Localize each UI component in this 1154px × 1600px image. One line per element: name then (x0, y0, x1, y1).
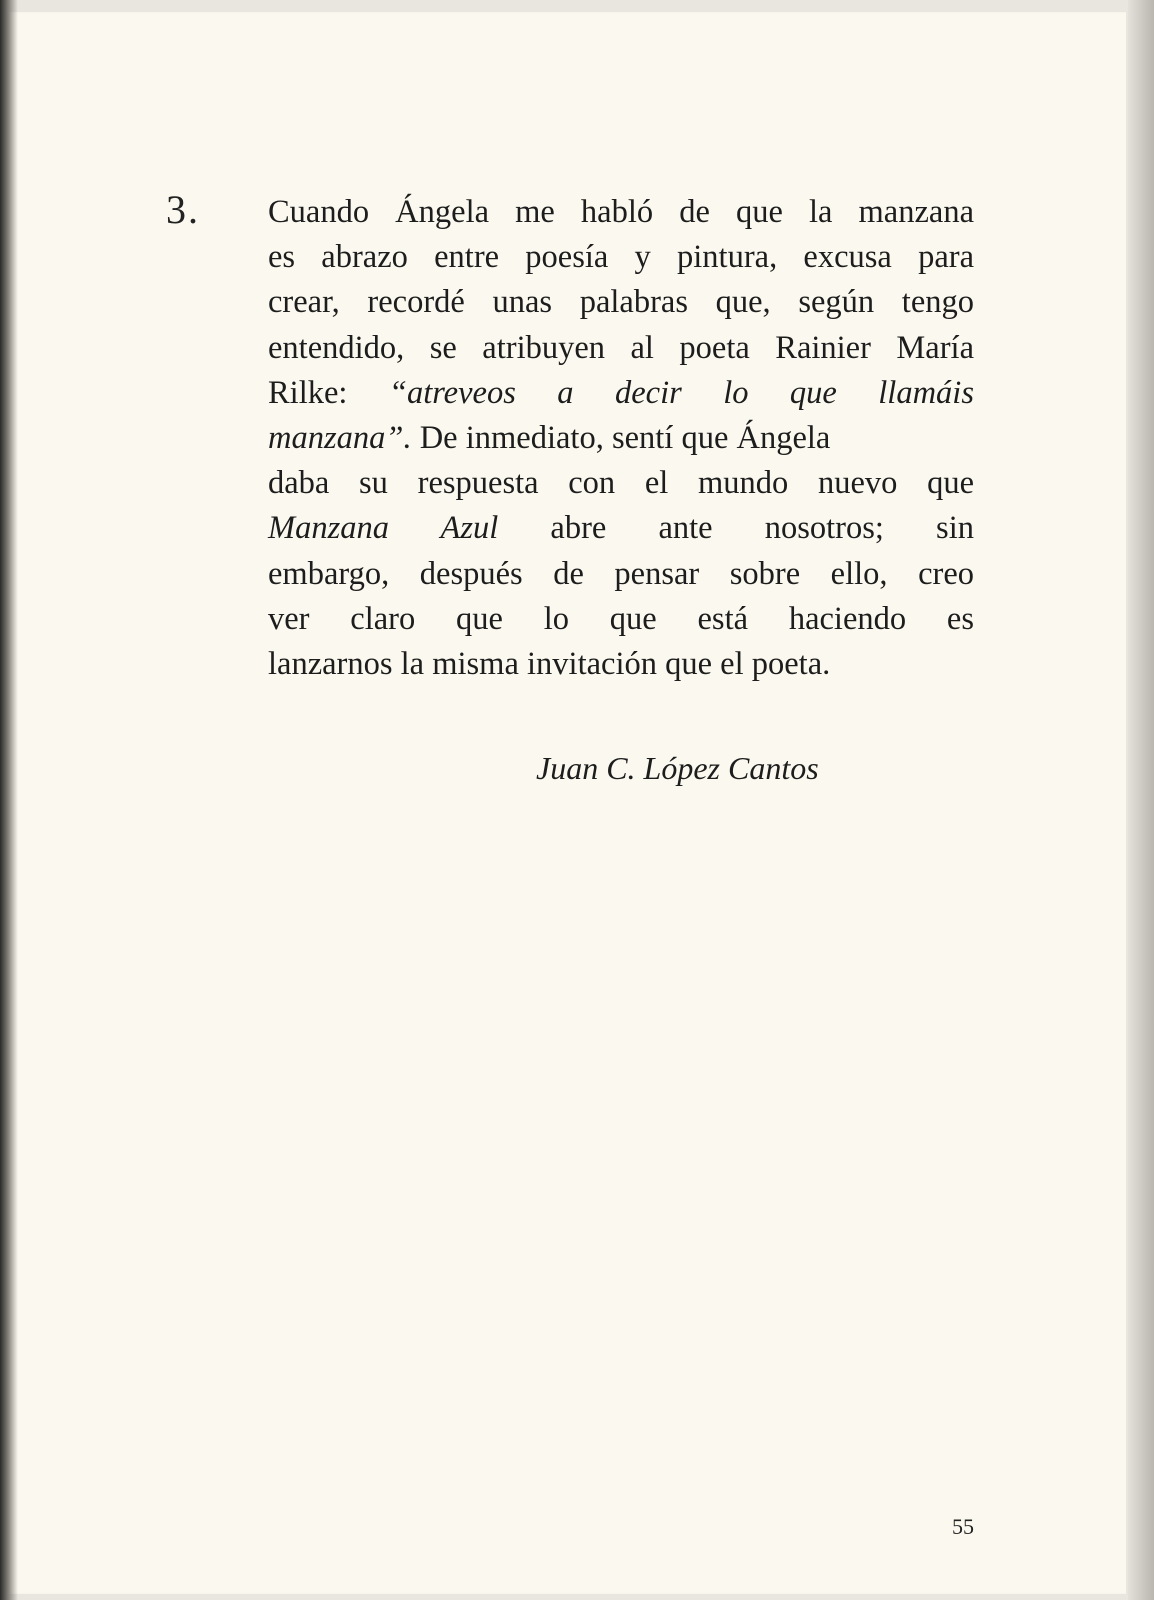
paragraph-line: daba su respuesta con el mundo nuevo que (268, 465, 974, 502)
section-number: 3. (166, 187, 200, 232)
author-name: Rilke: (268, 374, 348, 411)
paragraph-line: es abrazo entre poesía y pintura, excusa para (268, 239, 974, 276)
paragraph-line: Cuando Ángela me habló de que la manzana (268, 194, 974, 230)
paragraph-text: abre ante nosotros; sin (498, 510, 974, 547)
rilke-quote-end: manzana”. (268, 420, 412, 457)
paragraph-line: embargo, después de pensar sobre ello, creo (268, 555, 974, 592)
book-title: Manzana Azul (268, 510, 499, 547)
rilke-quote: “atreveos a decir lo que llamáis (388, 374, 974, 411)
paragraph-line: lanzarnos la misma invitación que el poeta. (268, 646, 831, 683)
page-number: 55 (952, 1514, 974, 1539)
paragraph-line: ver claro que lo que está haciendo es (268, 600, 974, 637)
paragraph-line: entendido, se atribuyen al poeta Rainier María (268, 329, 974, 366)
body-paragraph (268, 190, 974, 687)
paragraph-line (268, 506, 974, 551)
paragraph-line (268, 416, 974, 461)
paragraph-line: crear, recordé unas palabras que, según tengo (268, 284, 974, 321)
page-edge (1128, 0, 1154, 1600)
paragraph-text: De inmediato, sentí que Ángela (411, 420, 831, 457)
book-spine-shadow (0, 0, 18, 1600)
paragraph-line (268, 371, 974, 416)
signature: Juan C. López Cantos (536, 750, 819, 786)
